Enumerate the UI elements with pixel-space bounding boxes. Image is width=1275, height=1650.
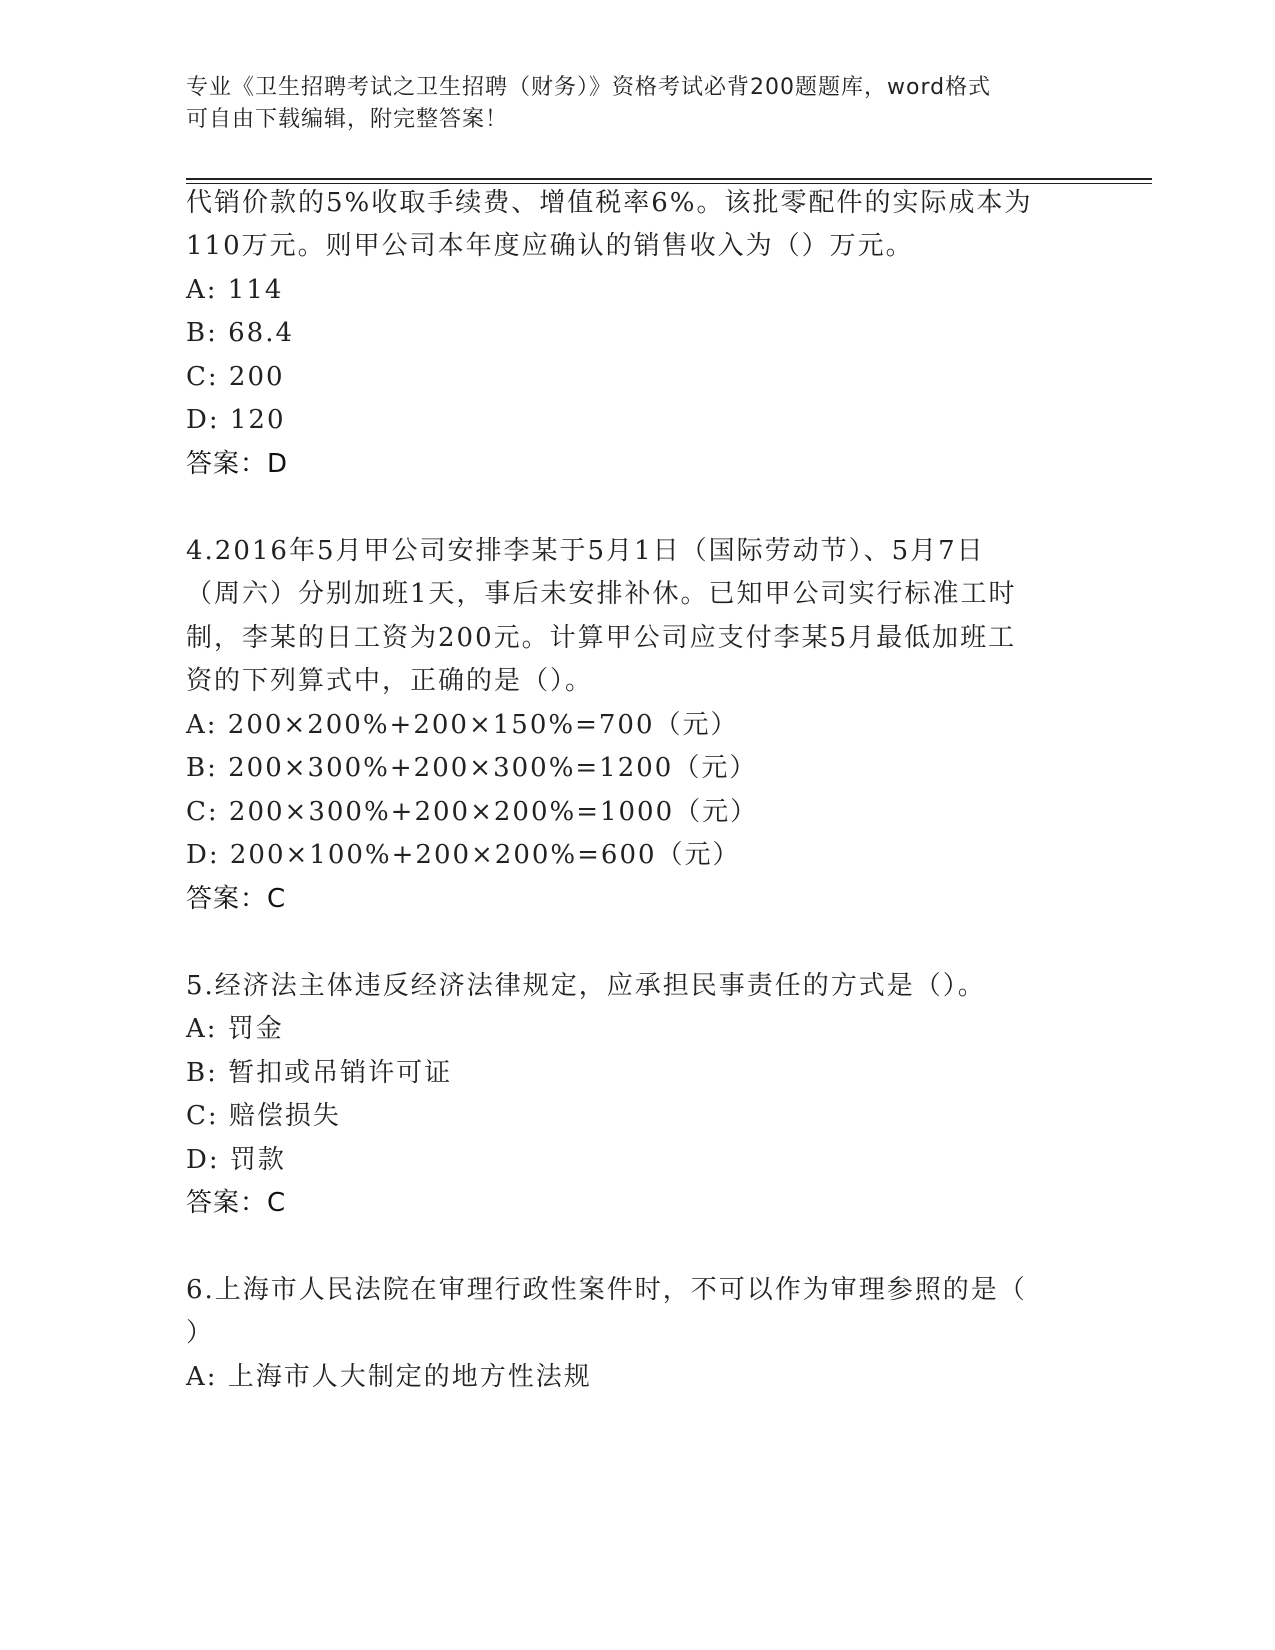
q4-stem-line-2: （周六）分别加班1天，事后未安排补休。已知甲公司实行标准工时: [186, 579, 1017, 609]
q3-stem-line-1: 代销价款的5%收取手续费、增值税率6%。该批零配件的实际成本为: [186, 188, 1033, 218]
q6-stem-line-2: ）: [186, 1318, 215, 1348]
q4-option-d: D: 200×100%+200×200%=600（元）: [186, 840, 741, 870]
q5-answer: 答案：C: [186, 1188, 287, 1218]
q4-stem-line-3: 制，李某的日工资为200元。计算甲公司应支付李某5月最低加班工: [186, 623, 1017, 653]
header-divider-thin: [186, 183, 1152, 184]
header-title-line-2: 可自由下载编辑，附完整答案！: [186, 107, 509, 132]
q3-option-d: D: 120: [186, 405, 286, 435]
header-divider-thick: [186, 178, 1152, 180]
q4-answer: 答案：C: [186, 884, 287, 914]
q4-option-a: A: 200×200%+200×150%=700（元）: [186, 710, 739, 740]
q6-stem-line-1: 6.上海市人民法院在审理行政性案件时，不可以作为审理参照的是（: [186, 1275, 1027, 1305]
q5-stem-line-1: 5.经济法主体违反经济法律规定，应承担民事责任的方式是（）。: [186, 971, 986, 1001]
q4-stem-line-4: 资的下列算式中，正确的是（）。: [186, 666, 594, 696]
q3-answer: 答案：D: [186, 449, 289, 479]
q4-stem-line-1: 4.2016年5月甲公司安排李某于5月1日（国际劳动节）、5月7日: [186, 536, 985, 566]
q3-option-c: C: 200: [186, 362, 285, 392]
q3-stem-line-2: 110万元。则甲公司本年度应确认的销售收入为（）万元。: [186, 231, 914, 261]
q3-option-a: A: 114: [186, 275, 284, 305]
q4-option-b: B: 200×300%+200×300%=1200（元）: [186, 753, 758, 783]
q5-option-a: A: 罚金: [186, 1014, 284, 1044]
q3-option-b: B: 68.4: [186, 318, 295, 348]
q6-option-a: A: 上海市人大制定的地方性法规: [186, 1362, 592, 1392]
header-title-line-1: 专业《卫生招聘考试之卫生招聘（财务）》资格考试必背200题题库，word格式: [186, 75, 992, 100]
q5-option-c: C: 赔偿损失: [186, 1101, 341, 1131]
q5-option-d: D: 罚款: [186, 1145, 286, 1175]
q4-option-c: C: 200×300%+200×200%=1000（元）: [186, 797, 759, 827]
q5-option-b: B: 暂扣或吊销许可证: [186, 1058, 453, 1088]
document-header: [186, 72, 1066, 136]
